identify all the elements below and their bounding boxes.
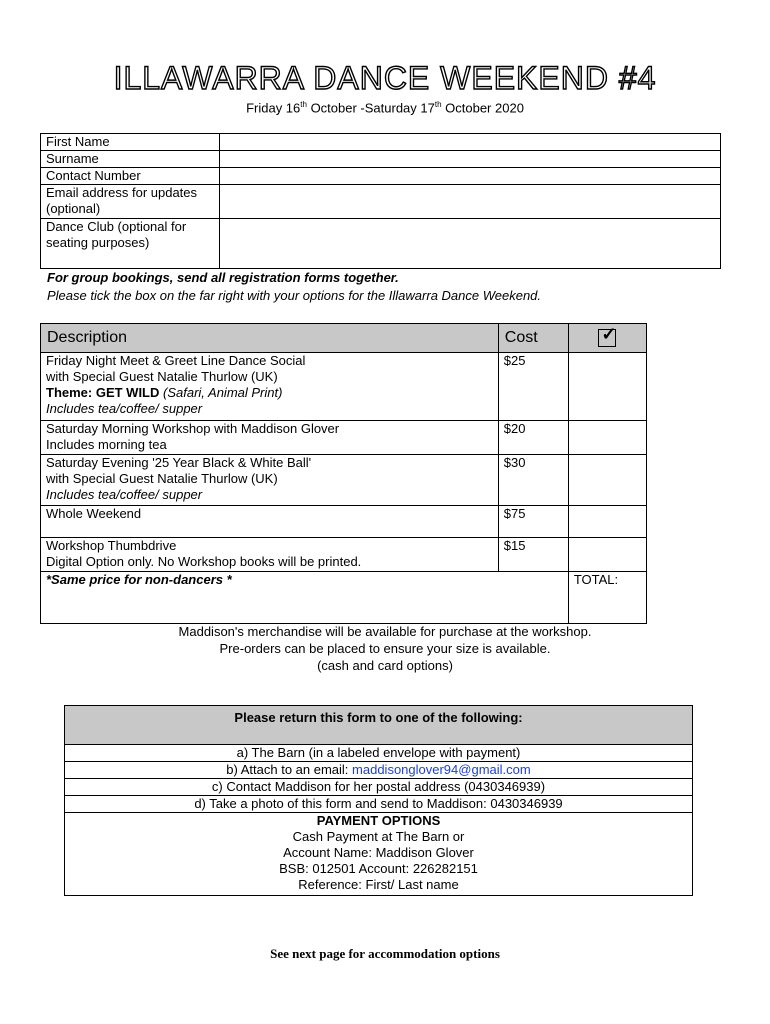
return-option-photo: d) Take a photo of this form and send to Maddison: 0430346939 [65, 796, 693, 813]
event-theme: Theme: GET WILD (Safari, Animal Print) [46, 385, 283, 400]
payment-line: Account Name: Maddison Glover [283, 845, 474, 860]
friday-social-tick-box[interactable] [568, 353, 646, 421]
header-description: Description [41, 324, 499, 353]
field-label-contact-number: Contact Number [41, 168, 220, 185]
total-label: TOTAL: [573, 572, 619, 587]
total-field[interactable] [568, 572, 646, 624]
events-table [40, 323, 647, 624]
table-row [41, 506, 647, 538]
saturday-workshop-tick-box[interactable] [568, 421, 646, 455]
event-includes: Includes morning tea [46, 437, 167, 452]
event-title: Whole Weekend [41, 506, 499, 538]
event-dates: Friday 16th October -Saturday 17th October 2020 [246, 100, 524, 116]
event-includes: Includes tea/coffee/ supper [46, 401, 203, 416]
personal-details-table [40, 133, 721, 269]
event-title: Saturday Morning Workshop with Maddison Glover [46, 421, 340, 436]
payment-heading: PAYMENT OPTIONS [316, 813, 441, 828]
event-guest: with Special Guest Natalie Thurlow (UK) [46, 471, 278, 486]
event-title: Friday Night Meet & Greet Line Dance Social [46, 353, 306, 368]
non-dancers-note: *Same price for non-dancers * [41, 572, 569, 624]
payment-line: Cash Payment at The Barn or [292, 829, 465, 844]
email-link[interactable]: maddisonglover94@gmail.com [352, 762, 531, 777]
header-tick [568, 324, 646, 353]
event-detail: Digital Option only. No Workshop books will be printed. [46, 554, 362, 569]
table-row [41, 455, 647, 506]
checkbox-tick-icon: ✓ [598, 329, 616, 347]
saturday-ball-tick-box[interactable] [568, 455, 646, 506]
merch-line-3: (cash and card options) [317, 658, 453, 673]
event-cost: $15 [498, 538, 568, 572]
field-label-first-name: First Name [41, 134, 220, 151]
surname-input[interactable] [220, 151, 721, 168]
merch-line-2: Pre-orders can be placed to ensure your size is available. [219, 641, 551, 656]
return-instructions-table [64, 705, 693, 896]
table-row [41, 421, 647, 455]
return-option-email: b) Attach to an email: maddisonglover94@gmail.com [65, 762, 693, 779]
field-label-surname: Surname [41, 151, 220, 168]
event-cost: $20 [498, 421, 568, 455]
thumbdrive-tick-box[interactable] [568, 538, 646, 572]
field-label-dance-club: Dance Club (optional for seating purposes) [41, 219, 220, 269]
field-label-email: Email address for updates (optional) [41, 185, 220, 219]
payment-line: Reference: First/ Last name [298, 877, 459, 892]
table-row [41, 353, 647, 421]
email-input[interactable] [220, 185, 721, 219]
page-title: ILLAWARRA DANCE WEEKEND #4 [113, 60, 657, 96]
event-title: Saturday Evening '25 Year Black & White Ball' [46, 455, 312, 470]
tick-instructions: Please tick the box on the far right with your options for the Illawarra Dance Weekend. [47, 288, 542, 303]
group-booking-note: For group bookings, send all registration forms together. [47, 270, 399, 285]
contact-number-input[interactable] [220, 168, 721, 185]
footer-note: See next page for accommodation options [270, 946, 500, 961]
return-heading: Please return this form to one of the following: [65, 706, 693, 745]
event-cost: $30 [498, 455, 568, 506]
return-option-barn: a) The Barn (in a labeled envelope with payment) [65, 745, 693, 762]
payment-line: BSB: 012501 Account: 226282151 [279, 861, 478, 876]
first-name-input[interactable] [220, 134, 721, 151]
dance-club-input[interactable] [220, 219, 721, 269]
return-option-post: c) Contact Maddison for her postal address (0430346939) [65, 779, 693, 796]
header-cost: Cost [498, 324, 568, 353]
merch-line-1: Maddison's merchandise will be available for purchase at the workshop. [178, 624, 592, 639]
payment-options [65, 813, 693, 896]
event-includes: Includes tea/coffee/ supper [46, 487, 203, 502]
event-guest: with Special Guest Natalie Thurlow (UK) [46, 369, 278, 384]
table-row [41, 538, 647, 572]
whole-weekend-tick-box[interactable] [568, 506, 646, 538]
event-cost: $75 [498, 506, 568, 538]
event-cost: $25 [498, 353, 568, 421]
event-title: Workshop Thumbdrive [46, 538, 177, 553]
